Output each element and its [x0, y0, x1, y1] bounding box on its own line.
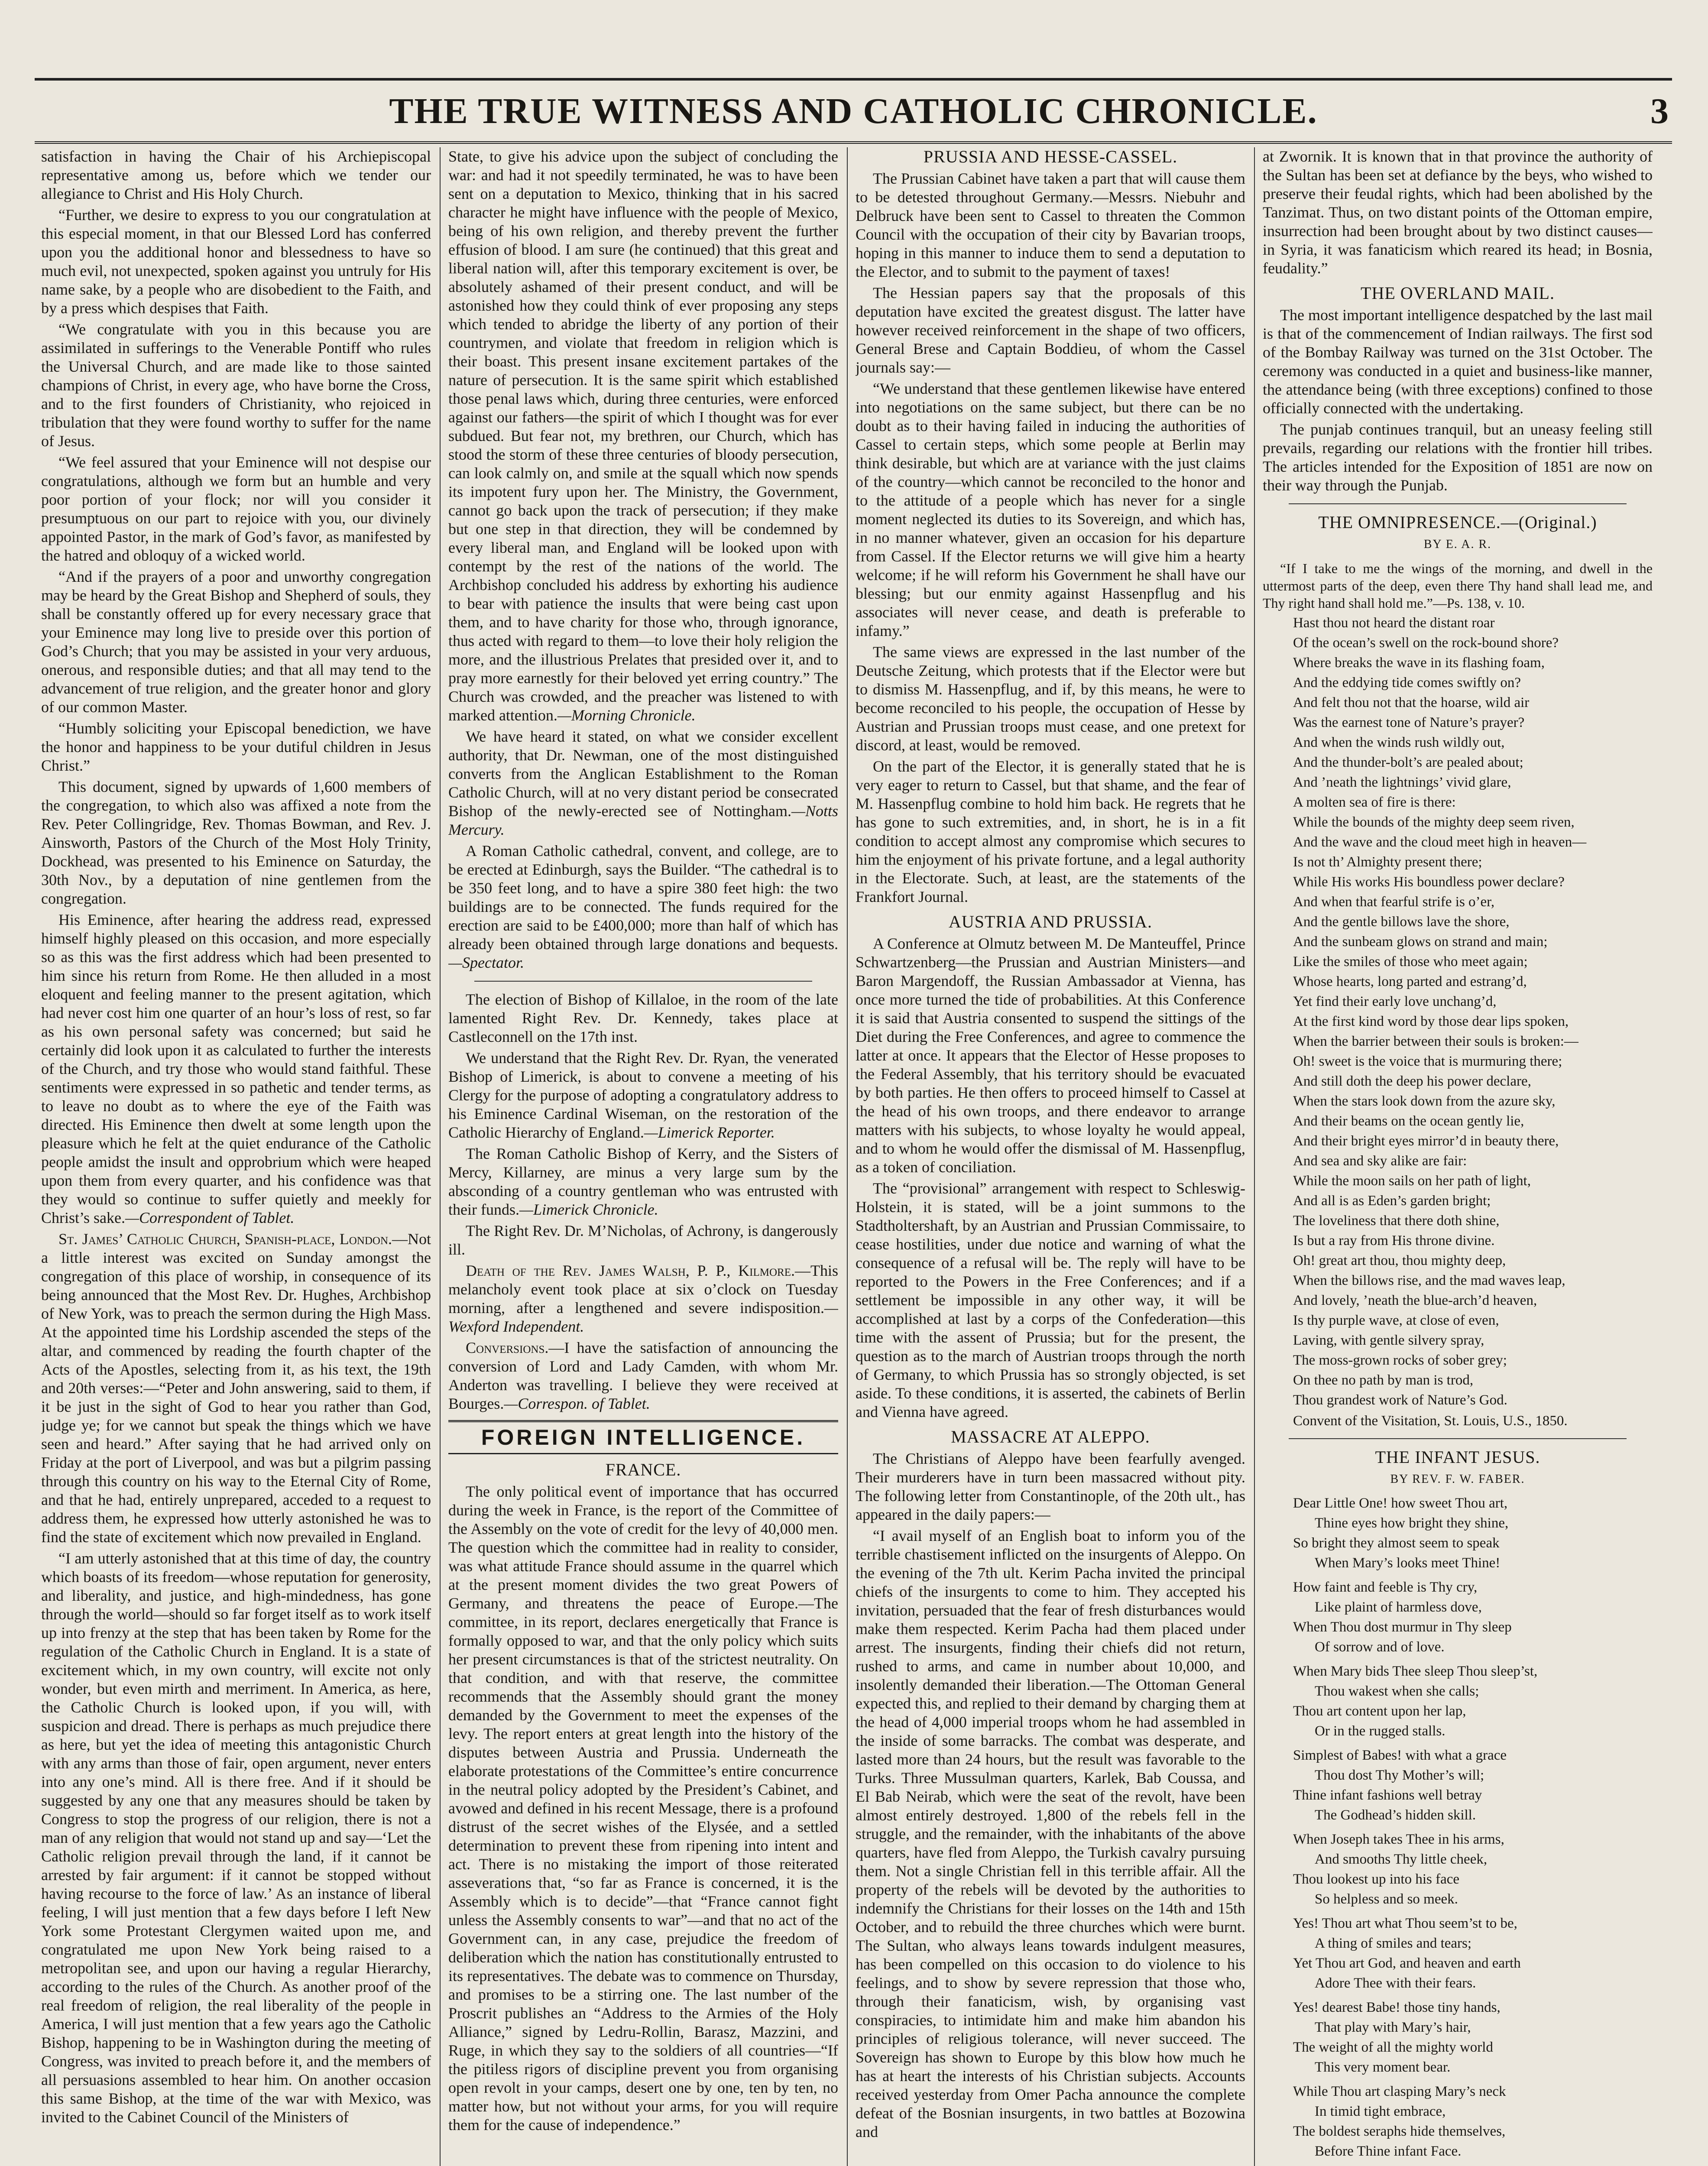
article-paragraph: “We congratulate with you in this because you are assimilated in sufferings to the Venerable Pontiff who rules the Universal Church, and are made like to those sainted champions of Christ, in every age, who have borne the Cross, and to the first founders of Christianity, who rejoiced in tribulation that they were found worthy to suffer for the name of Jesus. [41, 321, 431, 450]
article-paragraph [448, 1339, 838, 1413]
poem-line: Yet find their early love unchang’d, [1293, 994, 1497, 1009]
poem-byline: BY REV. F. W. FABER. [1390, 1472, 1525, 1486]
poem-stanza [1263, 2083, 1653, 2160]
poem-line: Before Thine infant Face. [1315, 2143, 1462, 2159]
poem-line: And the thunder-bolt’s are pealed about; [1293, 755, 1523, 770]
poem-line: Was the earnest tone of Nature’s prayer? [1293, 715, 1525, 730]
poem-line: And their beams on the ocean gently lie, [1293, 1113, 1524, 1129]
poem-stanza [1263, 1999, 1653, 2076]
poem-line: Thou grandest work of Nature’s God. [1293, 1392, 1507, 1408]
poem-line: Thou lookest up into his face [1293, 1871, 1460, 1887]
article-paragraph: The “provisional” arrangement with respect to Schleswig-Holstein, it is stated, will be a joint summons to the Stadtholtershaft, by an Austrian and Prussian Commissaire, to cease hostilities, under due notice and warning of what the consequence of a refusal will be. The reply will have to be reported to the Powers in the Free Conferences; and if a settlement be impossible in any other way, it will be accomplished at last by a corps of the Confederation—this time with the assent of Prussia; but for the present, the question as to the march of Austrian troops through the north of Germany, to which Prussia has so strongly objected, is set aside. To these conditions, it is asserted, the cabinets of Berlin and Vienna have agreed. [856, 1180, 1245, 1420]
column-1 [41, 147, 431, 2166]
article-text: The Roman Catholic Bishop of Kerry, and the Sisters of Mercy, Killarney, are minus a very large sum by the absconding of a country gentleman who was entrusted with their funds. [448, 1145, 838, 1218]
poem-line: When Thou dost murmur in Thy sleep [1293, 1619, 1512, 1635]
poem-line: Thine infant fashions well betray [1293, 1787, 1482, 1803]
poem-line: When the barrier between their souls is broken:— [1293, 1034, 1578, 1049]
source-credit: —Morning Chronicle. [557, 707, 696, 724]
poem-line: And the gentle billows lave the shore, [1293, 914, 1510, 930]
poem-stanza [1263, 1495, 1653, 1572]
poem-stanza [1263, 1915, 1653, 1992]
article-paragraph: The punjab continues tranquil, but an uneasy feeling still prevails, regarding our relations with the frontier hill tribes. The articles intended for the Exposition of 1851 are now on their way through the Punjab. [1263, 421, 1653, 494]
source-credit: —Notts Mercury. [448, 802, 838, 838]
poem-line: And the sunbeam glows on strand and main; [1293, 934, 1548, 950]
poem-line: So bright they almost seem to speak [1293, 1535, 1500, 1551]
poem-line: Oh! great art thou, thou mighty deep, [1293, 1253, 1506, 1268]
poem-line: When Joseph takes Thee in his arms, [1293, 1832, 1504, 1847]
article-text: —This melancholy event took place at six o’clock on Tuesday morning, after a lengthened and severe indisposition. [448, 1262, 838, 1316]
article-paragraph [448, 1049, 838, 1142]
poem-line: And ’neath the lightnings’ vivid glare, [1293, 775, 1511, 790]
article-paragraph [448, 147, 838, 725]
poem-line: On thee no path by man is trod, [1293, 1372, 1474, 1388]
poem-line: And still doth the deep his power declare, [1293, 1073, 1531, 1089]
poem-line: In timid tight embrace, [1315, 2104, 1446, 2119]
poem-line: So helpless and so meek. [1315, 1891, 1458, 1907]
article-paragraph: “We understand that these gentlemen likewise have entered into negotiations on the same subject, but there can be no doubt as to their having failed in inducing the authorities of Cassel to certain steps, which some people at Berlin may think desirable, but which are at variance with the just claims of the country—which cannot be reconciled to the honor and to the attitude of a people which has never for a single moment neglected its duties to its Sovereign, and which has, in no manner whatever, given an occasion for his departure from Cassel. If the Elector returns we will give him a hearty welcome; if he will reform his Government he shall have our blessing; but our enmity against Hassenpflug and his associates will never cease, and death is preferable to infamy.” [856, 380, 1245, 639]
poem-line: And felt thou not that the hoarse, wild air [1293, 695, 1530, 710]
article-lead: Death of the Rev. James Walsh, P. P., Kilmore. [466, 1262, 795, 1279]
poem-line: Or in the rugged stalls. [1315, 1723, 1445, 1739]
article-text: —I have the satisfaction of announcing the conversion of Lord and Lady Camden, with whom Mr. Anderton was travelling. I believe they were received at Bourges. [448, 1339, 838, 1412]
article-paragraph: The Christians of Aleppo have been fearfully avenged. Their murderers have in turn been massacred without pity. The following letter from Constantinople, of the 20th ult., has appeared in the daily papers:— [856, 1450, 1245, 1523]
column-rule [440, 147, 441, 2166]
foreign-intelligence-heading: FOREIGN INTELLIGENCE. [448, 1420, 838, 1454]
article-paragraph: The same views are expressed in the last number of the Deutsche Zeitung, which protests that if the Elector were but to dismiss M. Hassenpflug, and if, by this means, he were to become reconciled to his people, the occupation of Hesse by Austrian and Prussian troops must cease, and one pretext for discord, at least, would be removed. [856, 643, 1245, 754]
poem-infant-jesus [1263, 1495, 1653, 2166]
poem-line: That play with Mary’s hair, [1315, 2020, 1471, 2035]
article-paragraph: The election of Bishop of Killaloe, in the room of the late lamented Right Rev. Dr. Kennedy, takes place at Castleconnell on the 17th inst. [448, 991, 838, 1045]
poem-line: When Mary’s looks meet Thine! [1315, 1555, 1501, 1571]
poem-line: Thine eyes how bright they shine, [1315, 1515, 1509, 1531]
article-text: His Eminence, after hearing the address read, expressed himself highly pleased on this occasion, and more especially so as this was the first address which had been presented to him since his return from Rome. He then alluded in a most eloquent and feeling manner to the present agitation, which had never cost him one quarter of an hour’s loss of rest, so far as his own personal safety was concerned; but said he certainly did look upon it as calculated to further the interests of the Church, and try those who would stand faithful. These sentiments were expressed in so pathetic and tender terms, as to leave no doubt as to where the eye of the Faith was directed. His Eminence then dwelt at some length upon the pleasure which he felt at the quiet endurance of the Catholic people amidst the insult and opprobrium which were heaped upon them from every quarter, and his confidence was that they would so continue to suffer quietly and meekly for Christ’s sake. [41, 911, 431, 1226]
article-paragraph: “Humbly soliciting your Episcopal benediction, we have the honor and happiness to be your dutiful children in Jesus Christ.” [41, 720, 431, 774]
article-paragraph [448, 1145, 838, 1219]
poem-line: At the first kind word by those dear lips spoken, [1293, 1014, 1569, 1029]
article-paragraph [41, 1230, 431, 1547]
separator-rule [1289, 503, 1627, 504]
poem-line: When the stars look down from the azure sky, [1293, 1093, 1556, 1109]
article-paragraph [41, 911, 431, 1227]
article-text: We have heard it stated, on what we consider excellent authority, that Dr. Newman, one of the most distinguished converts from the Anglican Establishment to the Roman Catholic Church, will at no very distant period be consecrated Bishop of the newly-erected see of Nottingham. [448, 728, 838, 820]
source-credit: —Wexford Independent. [448, 1299, 838, 1335]
separator-rule [1289, 1438, 1627, 1439]
source-credit: —Correspondent of Tablet. [125, 1209, 295, 1226]
poem-line: Of sorrow and of love. [1315, 1639, 1445, 1655]
poem-stanza [1263, 1663, 1653, 1740]
article-paragraph: This document, signed by upwards of 1,600 members of the congregation, to which also was affixed a note from the Rev. Peter Collingridge, Rev. Thomas Bowman, and Rev. J. Ainsworth, Pastors of the Church of the Most Holy Trinity, Dockhead, was presented to his Eminence on Saturday, the 30th Nov., by a deputation of nine gentlemen from the congregation. [41, 778, 431, 907]
article-lead: Conversions. [466, 1339, 549, 1356]
poem-line: And when the winds rush wildly out, [1293, 735, 1505, 750]
poem-line: Yes! dearest Babe! those tiny hands, [1293, 2000, 1501, 2015]
poem-line: The weight of all the mighty world [1293, 2040, 1493, 2055]
poem-signature: Convent of the Visitation, St. Louis, U.S., 1850. [1293, 1413, 1568, 1429]
poem-line: Laving, with gentle silvery spray, [1293, 1333, 1484, 1348]
poem-stanza [1263, 1579, 1653, 1656]
article-paragraph: On the part of the Elector, it is generally stated that he is very eager to return to Cassel, but that shame, and the fear of M. Hassenpflug combine to hold him back. He regrets that he has gone to such extremities, and, in short, he is in a fit condition to accept almost any compromise which secures to him the enjoyment of his private fortune, and a legal authority in the Electorate. Such, at least, are the statements of the Frankfort Journal. [856, 758, 1245, 905]
poem-title: THE OMNIPRESENCE.—(Original.) [1318, 512, 1597, 532]
poem-line: And sea and sky alike are fair: [1293, 1153, 1467, 1169]
poem-line: Whose hearts, long parted and estrang’d, [1293, 974, 1527, 989]
poem-line: Thou wakest when she calls; [1315, 1683, 1479, 1699]
article-paragraph: The most important intelligence despatched by the last mail is that of the commencement of Indian railways. The first sod of the Bombay Railway was turned on the 31st October. The ceremony was conducted in a quiet and business-like manner, the attendance being (with three exceptions) confined to those officially connected with the undertaking. [1263, 306, 1653, 417]
poem-line: And the wave and the cloud meet high in heaven— [1293, 834, 1587, 850]
article-paragraph: The only political event of importance that has occurred during the week in France, is the report of the Committee of the Assembly on the vote of credit for the levy of 40,000 men. The question which the committee had in reality to consider, was what attitude France should assume in the quarrel which at the present moment divides the two great Powers of Germany, and threatens the peace of Europe.—The committee, in its report, declares energetically that France is formally opposed to war, and that the only policy which suits her present circumstances is that of the strictest neutrality. On that condition, and with that reserve, the committee recommends that the Assembly should grant the money demanded by the Government to meet the expenses of the levy. The report enters at great length into the history of the disputes between Austria and Prussia. Underneath the elaborate protestations of the Committee’s entire concurrence in the neutral policy adopted by the President’s Cabinet, and avowed and defined in his recent Message, there is a profound distrust of the secret wishes of the Elysée, and a settled determination to prevent these from ripening into intent and act. There is no mistaking the import of those reiterated asseverations that, “so far as France is concerned, it is the Assembly which is to decide”—that “France cannot fight unless the Assembly consents to war”—and that no act of the Government can, in any case, prejudice the freedom of deliberation which the nation has constitutionally entrusted to its representatives. The debate was to commence on Thursday, and promises to be a stirring one. The last number of the Proscrit publishes an “Address to the Armies of the Holy Alliance,” signed by Ledru-Rollin, Barasz, Mazzini, and Ruge, in which they say to the soldiers of all countries—“If the pitiless rigors of discipline prevent you from organising open revolt in your camps, desert one by one, ten by ten, no matter how, but not without your arms, for you will require them for the cause of independence.” [448, 1483, 838, 2134]
poem-line: When Mary bids Thee sleep Thou sleep’st, [1293, 1663, 1538, 1679]
separator-rule [474, 981, 812, 982]
poem-line: And their bright eyes mirror’d in beauty there, [1293, 1133, 1559, 1149]
poem-line: Adore Thee with their fears. [1315, 1975, 1476, 1991]
poem-line: Yes! Thou art what Thou seem’st to be, [1293, 1916, 1517, 1931]
article-paragraph [448, 727, 838, 839]
poem-line: Oh! sweet is the voice that is murmuring there; [1293, 1054, 1562, 1069]
article-paragraph: “I am utterly astonished that at this time of day, the country which boasts of its freedom—whose reputation for generosity, and liberality, and justice, and high-mindedness, has gone through the world—should so far forget itself as to work itself up into frenzy at the step that has been taken by Rome for the regulation of the Catholic Church in England. It is a state of excitement which, in my own country, will excite not only wonder, but even mirth and merriment. In America, as here, the Catholic Church is looked upon, if you will, with suspicion and dread. There is perhaps as much prejudice there as here, but yet the idea of meeting this antagonistic Church with any arms than those of fair, open argument, never enters into any one’s mind. All is there free. And if it should be suggested by any one that any measures should be taken by Congress to stop the progress of our religion, there is not a man of any religion that would not stand up and say—‘Let the Catholic religion prevail through the land, if it cannot be arrested by fair argument: if it cannot be stopped without having recourse to the force of law.’ As an instance of liberal feeling, I will just mention that a few days before I left New York some Protestant Clergymen waited upon me, and congratulated me upon New York being raised to a metropolitan see, and upon our having a regular Hierarchy, according to the rules of the Church. As another proof of the real freedom of religion, the real liberality of the people in America, I will just mention that a few years ago the Catholic Bishop, happening to be in Washington during the meeting of Congress, was invited to preach before it, and the members of all persuasions assembled to hear him. On another occasion this same Bishop, at the time of the war with Mexico, was invited to the Cabinet Council of the Ministers of [41, 1550, 431, 2126]
poem-line: Is not th’ Almighty present there; [1293, 854, 1482, 870]
article-paragraph [448, 842, 838, 972]
masthead [35, 78, 1672, 144]
poem-line: While the bounds of the mighty deep seem riven, [1293, 814, 1575, 830]
poem-line: The loveliness that there doth shine, [1293, 1213, 1500, 1229]
poem-line: The moss-grown rocks of sober grey; [1293, 1352, 1507, 1368]
poem-line: Yet Thou art God, and heaven and earth [1293, 1955, 1521, 1971]
column-4 [1263, 147, 1653, 2166]
poem-line: While Thou art clasping Mary’s neck [1293, 2084, 1506, 2099]
poem-line: Like the smiles of those who meet again; [1293, 954, 1528, 970]
poem-stanza [1263, 1831, 1653, 1908]
poem-line: Thou art content upon her lap, [1293, 1703, 1466, 1719]
poem-line: Thou dost Thy Mother’s will; [1315, 1767, 1484, 1783]
source-credit: —Correspon. of Tablet. [504, 1395, 650, 1412]
page-number: 3 [1650, 91, 1669, 131]
column-rule [1254, 147, 1255, 2166]
poem-line: Of the ocean’s swell on the rock-bound shore? [1293, 635, 1559, 651]
poem-line: How faint and feeble is Thy cry, [1293, 1579, 1478, 1595]
poem-line: The boldest seraphs hide themselves, [1293, 2124, 1506, 2139]
poem-line: Hast thou not heard the distant roar [1293, 615, 1495, 631]
article-text: —Not a little interest was excited on Sunday amongst the congregation of this place of worship, in consequence of its being announced that the Most Rev. Dr. Hughes, Archbishop of New York, was to preach the sermon during the High Mass. At the appointed time his Lordship ascended the steps of the altar, and commenced by reading the fourth chapter of the Acts of the Apostles, selecting from it, as his text, the 19th and 20th verses:—“Peter and John answering, said to them, if it be just in the sight of God to hear you rather than God, judge ye; for we cannot but speak the things which we have seen and heard.” After saying that he had arrived only on Friday at the port of Liverpool, and was but a pilgrim passing through this country on his way to the Eternal City of Rome, and that he had, entirely unprepared, acceded to a request to address them, he expressed how utterly astonished he was to find the state of excitement which now prevailed in England. [41, 1230, 431, 1546]
section-heading: FRANCE. [605, 1460, 681, 1479]
section-heading: MASSACRE AT ALEPPO. [951, 1427, 1150, 1446]
poem-line: While His works His boundless power declare? [1293, 874, 1565, 890]
article-paragraph: “We feel assured that your Eminence will not despise our congratulations, although we form but an humble and very poor portion of your flock; nor will you consider it presumptuous on our part to rejoice with you, our divinely appointed Pastor, in the mark of God’s favor, as manifested by the hatred and obloquy of a wicked world. [41, 454, 431, 564]
article-text: State, to give his advice upon the subject of concluding the war: and had it not speedily terminated, he was to have been sent on a deputation to Mexico, thinking that in his sacred character he might have influence with the people of Mexico, being of his own religion, and thereby prevent the further effusion of blood. I am sure (he continued) that this great and liberal nation will, after this temporary excitement is over, be absolutely ashamed of their present conduct, and will be astonished how they could think of ever proposing any steps which tended to abridge the liberty of any portion of their countrymen, and violate that freedom in religion which is their boast. This present insane excitement partakes of the nature of persecution. It is the same spirit which established those penal laws which, during three centuries, were enforced against our fathers—the spirit of which I thought was for ever subdued. But fear not, my brethren, our Church, which has stood the storm of these three centuries of bloody persecution, can look calmly on, and smile at the squall which now spends its impotent fury upon her. The Ministry, the Government, cannot go back upon the track of persecution; if they make but one step in that direction, they will be condemned by every liberal man, and England will be looked upon with contempt by the rest of the nations of the world. The Archbishop concluded his address by exhorting his audience to bear with patience the insults that were being cast upon them, and to have charity for those who, through ignorance, thus acted with regard to them—to love their holy religion the more, and the illustrious Prelates that presided over it, and to pray more earnestly for their beloved yet erring country.” The Church was crowded, and the preacher was listened to with marked attention. [448, 148, 838, 724]
poem-line: This very moment bear. [1315, 2059, 1451, 2075]
article-paragraph: A Conference at Olmutz between M. De Manteuffel, Prince Schwartzenberg—the Prussian and Austrian Ministers—and Baron Margendoff, the Russian Ambassador at Vienna, has once more turned the tide of probabilities. At this Conference it is said that Austria consented to suspend the sittings of the Diet during the Free Conferences, and agree to commence the latter at once. It appears that the Elector of Hesse proposes to the Federal Assembly, that his territory should be evacuated by both parties. He then offers to proceed himself to Cassel at the head of his own troops, and there endeavor to arrange matters with his subjects, to whose loyalty he would appeal, and to whom he would offer the dismissal of M. Hassenpflug, as a token of conciliation. [856, 935, 1245, 1176]
poem-stanza [1263, 1747, 1653, 1824]
poem-line: And smooths Thy little cheek, [1315, 1851, 1488, 1867]
poem-line: Dear Little One! how sweet Thou art, [1293, 1495, 1508, 1511]
article-paragraph: “I avail myself of an English boat to inform you of the terrible chastisement inflicted on the insurgents of Aleppo. On the evening of the 7th ult. Kerim Pacha invited the principal chiefs of the insurgents to come to him. They accepted his invitation, persuaded that the fear of fresh disturbances would make them respected. Kerim Pacha had them placed under arrest. The insurgents, finding their chiefs did not return, rushed to arms, and came in number about 10,000, and insolently demanded their liberation.—The Ottoman General expected this, and replied to their demand by charging them at the head of 4,000 imperial troops whom he had assembled in the inside of some barracks. The combat was desperate, and lasted more than 24 hours, but the result was favorable to the Turks. Three Mussulman quarters, Karlek, Bab Coussa, and El Bab Neirab, which were the seat of the revolt, have been almost entirely destroyed. 1,800 of the rebels fell in the struggle, and the remainder, with the inhabitants of the above quarters, have fled from Aleppo, the Turkish cavalry pursuing them. Not a single Christian fell in this terrible affair. All the property of the rebels will be devoted by the authorities to indemnify the Christians for their losses on the 14th and 15th October, and to rebuild the three churches which were burnt. The Sultan, who always leans towards indulgent measures, has been compelled on this occasion to do violence to his feelings, and to show by severe repression that those who, through their fanaticism, wish, by organising vast conspiracies, to intimidate him and make him abandon his principles of religious tolerance, will never succeed. The Sovereign has shown to Europe by this blow how much he has at heart the interests of his Christian subjects. Accounts received yesterday from Omer Pacha announce the complete defeat of the Bosnian insurgents, in two battles at Bozowina and [856, 1527, 1245, 2140]
poem-line: And when that fearful strife is o’er, [1293, 894, 1495, 910]
poem-line: While the moon sails on her path of light, [1293, 1173, 1531, 1189]
poem-byline: BY E. A. R. [1423, 538, 1492, 551]
article-paragraph [448, 1261, 838, 1336]
article-paragraph: The Prussian Cabinet have taken a part that will cause them to be detested throughout Germany.—Messrs. Niebuhr and Delbruck have been sent to Cassel to threaten the Common Council with the occupation of their city by Bavarian troops, hoping in this manner to induce them to send a deputation to the Elector, and to submit to the payment of taxes! [856, 170, 1245, 280]
poem-line: Is but a ray from His throne divine. [1293, 1233, 1495, 1248]
poem-omnipresence [1263, 614, 1653, 1409]
article-paragraph: The Right Rev. Dr. M’Nicholas, of Achrony, is dangerously ill. [448, 1222, 838, 1258]
poem-line: The Godhead’s hidden skill. [1315, 1807, 1476, 1823]
poem-line: And the eddying tide comes swiftly on? [1293, 675, 1521, 691]
poem-line: And lovely, ’neath the blue-arch’d heaven, [1293, 1293, 1537, 1308]
poem-line: Where breaks the wave in its flashing foam, [1293, 655, 1545, 671]
poem-line: A molten sea of fire is there: [1293, 794, 1456, 810]
source-credit: —Limerick Chronicle. [519, 1201, 658, 1218]
poem-title: THE INFANT JESUS. [1375, 1447, 1540, 1467]
masthead-title: THE TRUE WITNESS AND CATHOLIC CHRONICLE. [389, 91, 1318, 131]
section-heading: PRUSSIA AND HESSE-CASSEL. [923, 147, 1178, 166]
poem-line: Like plaint of harmless dove, [1315, 1599, 1482, 1615]
poem-line: A thing of smiles and tears; [1315, 1936, 1472, 1951]
section-heading: AUSTRIA AND PRUSSIA. [948, 912, 1153, 931]
source-credit: —Limerick Reporter. [644, 1124, 775, 1141]
poem-line: When the billows rise, and the mad waves leap, [1293, 1273, 1565, 1288]
article-paragraph: at Zwornik. It is known that in that province the authority of the Sultan has been set at defiance by the beys, who wished to preserve their feudal rights, which had been abolished by the Tanzimat. Thus, on two distant points of the Ottoman empire, insurrection had been brought about by two distinct causes—in Syria, it was fanaticism which reared its head; in Bosnia, feudality.” [1263, 148, 1653, 277]
poem-line: And all is as Eden’s garden bright; [1293, 1193, 1491, 1209]
article-text: A Roman Catholic cathedral, convent, and college, are to be erected at Edinburgh, says the Builder. “The cathedral is to be 350 feet long, and to have a spire 380 feet high: the two buildings are to be connected. The funds required for the erection are said to be £400,000; more than half of which has already been obtained through large donations and bequests. [448, 842, 838, 953]
article-lead: St. James’ Catholic Church, Spanish-place, London. [58, 1230, 392, 1248]
poem-epigraph: “If I take to me the wings of the morning, and dwell in the uttermost parts of the deep, even there Thy hand shall lead me, and Thy right hand shall hold me.”—Ps. 138, v. 10. [1263, 561, 1653, 611]
article-text: We understand that the Right Rev. Dr. Ryan, the venerated Bishop of Limerick, is about to convene a meeting of his Clergy for the purpose of adopting a congratulatory address to his Eminence Cardinal Wiseman, on the restoration of the Catholic Hierarchy of England. [448, 1049, 838, 1141]
article-paragraph: satisfaction in having the Chair of his Archiepiscopal representative among us, before which we tender our allegiance to Christ and His Holy Church. [41, 148, 431, 202]
source-credit: —Spectator. [448, 954, 524, 971]
article-paragraph: “And if the prayers of a poor and unworthy congregation may be heard by the Great Bishop and Shepherd of souls, they shall be constantly offered up for every necessary grace that your Eminence may long live to preside over this portion of God’s Church; that you may be assisted in your very arduous, onerous, and responsible duties; and that all may tend to the advancement of true religion, and the greater honor and glory of our common Master. [41, 568, 431, 716]
column-3 [856, 147, 1245, 2166]
article-paragraph: The Hessian papers say that the proposals of this deputation have excited the greatest disgust. The latter have however received reinforcement in the shape of two officers, General Brese and Captain Boddieu, of whom the Cassel journals say:— [856, 284, 1245, 376]
article-paragraph: “Further, we desire to express to you our congratulation at this especial moment, in that our Blessed Lord has conferred upon you the additional honor and blessedness to have so much evil, not unexpected, spoken against you untruly for His name sake, by a people who are disobedient to the Faith, and by a press which despises that Faith. [41, 206, 431, 317]
poem-line: Is thy purple wave, at close of even, [1293, 1313, 1499, 1328]
poem-line: Simplest of Babes! with what a grace [1293, 1748, 1507, 1763]
column-rule [847, 147, 848, 2166]
column-2 [448, 147, 838, 2166]
section-heading: THE OVERLAND MAIL. [1361, 283, 1555, 303]
